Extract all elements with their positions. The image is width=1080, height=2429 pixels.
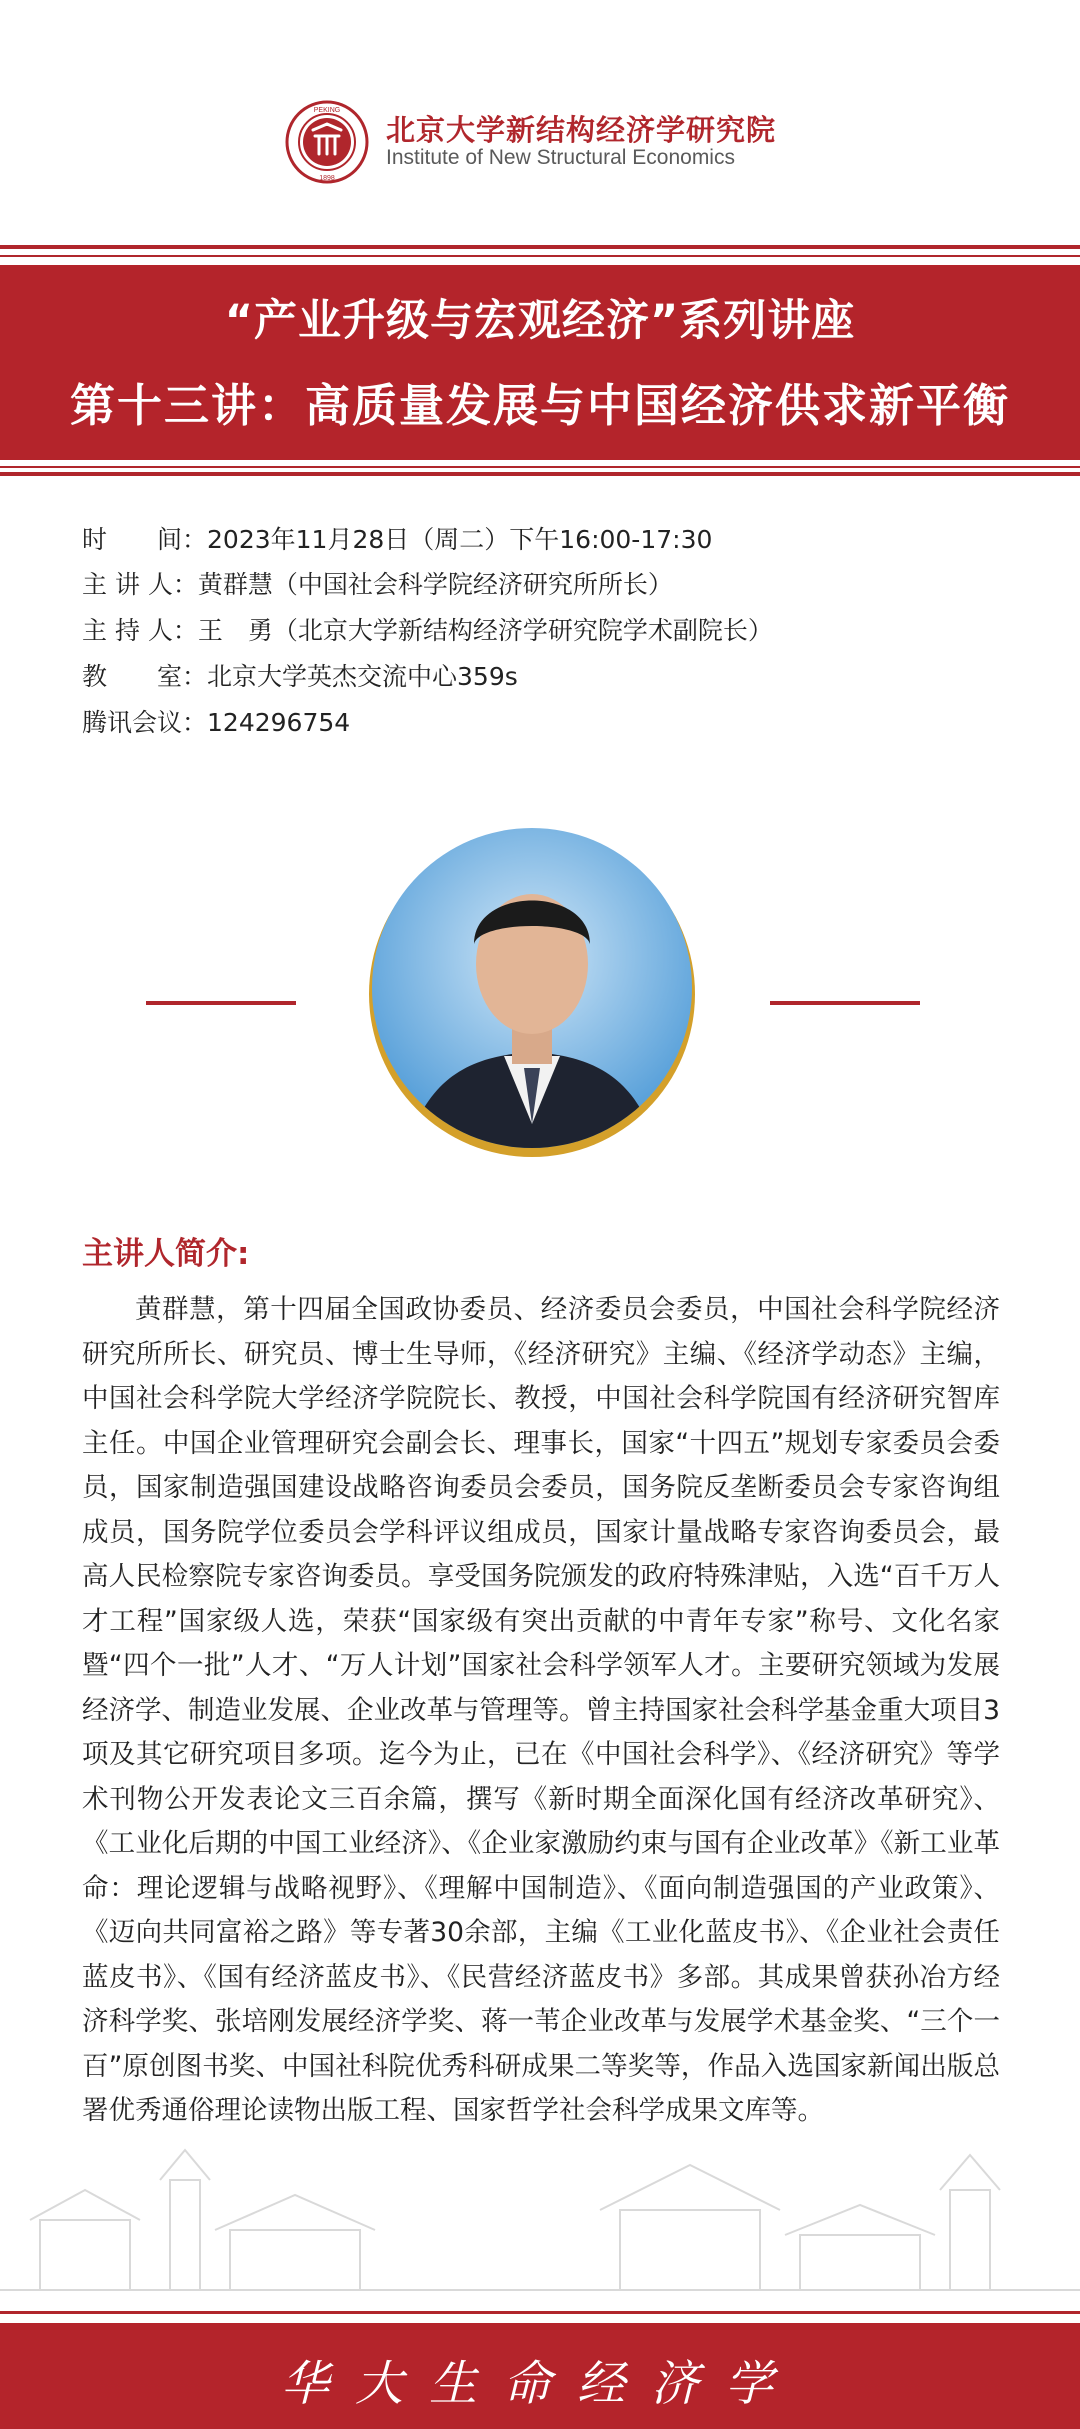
divider-line xyxy=(0,255,1080,257)
info-label: 时 间： xyxy=(82,525,208,554)
header xyxy=(0,0,1080,250)
svg-text:1898: 1898 xyxy=(319,175,335,182)
campus-skyline-illustration xyxy=(0,2060,1080,2320)
info-value: 王 勇（北京大学新结构经济学研究院学术副院长） xyxy=(197,616,773,645)
svg-text:PEKING: PEKING xyxy=(313,107,341,114)
info-label: 主 讲 人： xyxy=(82,570,198,599)
decorative-line-left xyxy=(146,1001,296,1005)
footer-band xyxy=(0,2323,1080,2429)
info-row-room xyxy=(82,657,518,693)
decorative-line-right xyxy=(770,1001,920,1005)
institute-name-cn: 北京大学新结构经济学研究院 xyxy=(386,113,777,147)
divider-line xyxy=(0,2311,1080,2314)
info-row-host xyxy=(82,611,773,647)
speaker-bio-text: 黄群慧，第十四届全国政协委员、经济委员会委员，中国社会科学院经济研究所所长、研究员、博士生导师，《经济研究》主编、《经济学动态》主编，中国社会科学院大学经济学院院长、教授，中国社会科学院国有经济研究智库主任。中国企业管理研究会副会长、理事长，国家“十四五”规划专家委员会委员，国家制造强国建设战略咨询委员会委员，国务院反垄断委员会专家咨询组成员，国务院学位委员会学科评议组成员，国家计量战略专家咨询委员会，最高人民检察院专家咨询委员。享受国务院颁发的政府特殊津贴，入选“百千万人才工程”国家级人选，荣获“国家级有突出贡献的中青年专家”称号、文化名家暨“四个一批”人才、“万人计划”国家社会科学领军人才。主要研究领域为发展经济学、制造业发展、企业改革与管理等。曾主持国家社会科学基金重大项目3项及其它研究项目多项。迄今为止，已在《中国社会科学》、《经济研究》等学术刊物公开发表论文三百余篇，撰写《新时期全面深化国有经济改革研究》、《工业化后期的中国工业经济》、《企业家激励约束与国有企业改革》《新工业革命：理论逻辑与战略视野》、《理解中国制造》、《面向制造强国的产业政策》、《迈向共同富裕之路》等专著30余部，主编《工业化蓝皮书》、《企业社会责任蓝皮书》、《国有经济蓝皮书》、《民营经济蓝皮书》多部。其成果曾获孙冶方经济科学奖、张培刚发展经济学奖、蒋一苇企业改革与发展学术基金奖、“三个一百”原创图书奖、中国社科院优秀科研成果二等奖等，作品入选国家新闻出版总署优秀通俗理论读物出版工程、国家哲学社会科学成果文库等。 xyxy=(82,1294,1000,2126)
divider-line xyxy=(0,472,1080,476)
info-label: 教 室： xyxy=(82,662,208,691)
speaker-bio-heading: 主讲人简介: xyxy=(82,1236,250,1272)
lecture-title: 第十三讲：高质量发展与中国经济供求新平衡 xyxy=(69,379,1010,432)
info-row-time xyxy=(82,520,712,556)
info-row-speaker xyxy=(82,565,673,601)
lecture-series-title: “产业升级与宏观经济”系列讲座 xyxy=(224,296,856,346)
info-label: 腾讯会议： xyxy=(82,708,208,737)
info-label: 主 持 人： xyxy=(82,616,198,645)
info-value: 2023年11月28日（周二）下午16:00-17:30 xyxy=(207,525,713,554)
peking-university-seal-icon xyxy=(285,100,369,184)
info-row-meeting xyxy=(82,703,350,739)
divider-line xyxy=(0,466,1080,468)
speaker-portrait xyxy=(364,824,700,1160)
info-value: 124296754 xyxy=(207,708,351,737)
info-value: 北京大学英杰交流中心359s xyxy=(207,662,518,691)
title-banner xyxy=(0,265,1080,460)
institute-name-en: Institute of New Structural Economics xyxy=(386,146,735,169)
footer-calligraphy: 华大生命经济学 xyxy=(280,2356,799,2412)
info-value: 黄群慧（中国社会科学院经济研究所所长） xyxy=(197,570,673,599)
divider-line xyxy=(0,245,1080,249)
